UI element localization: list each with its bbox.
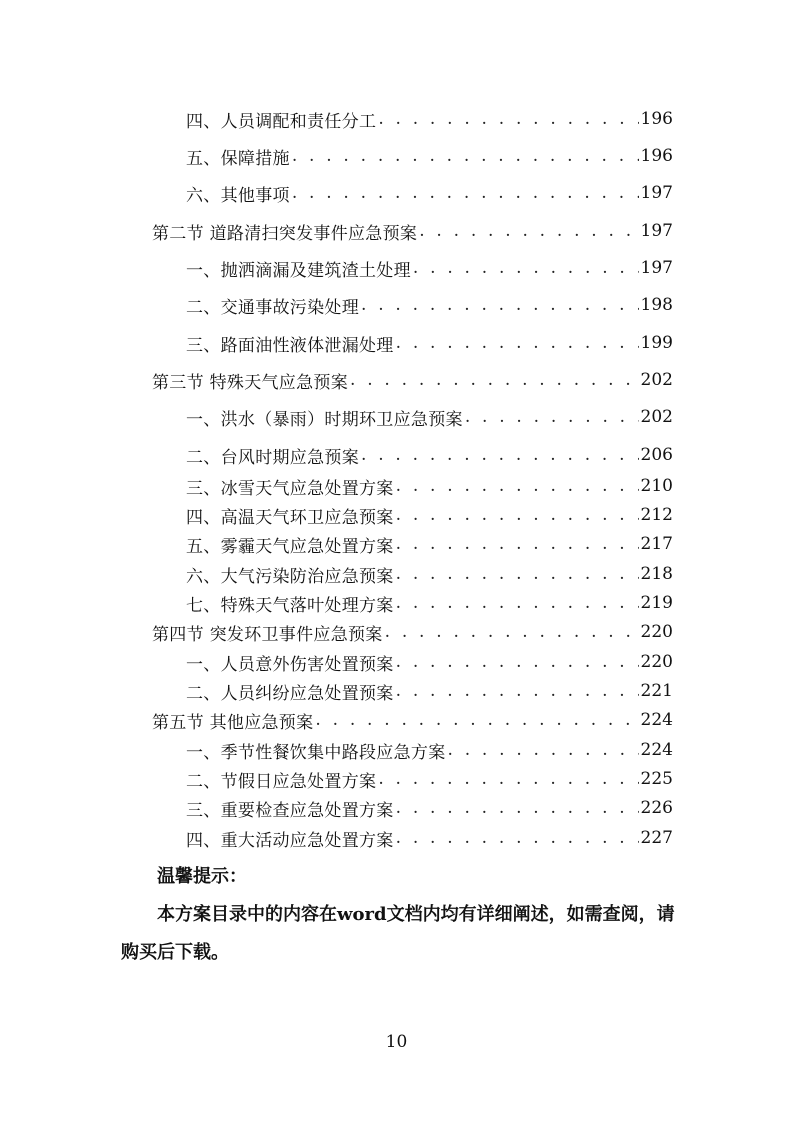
toc-entry[interactable] — [186, 561, 673, 587]
toc-entry-title: 七、特殊天气落叶处理方案 — [186, 595, 394, 616]
toc-entry[interactable] — [186, 590, 673, 616]
toc-dot-leader — [465, 407, 639, 427]
toc-entry-title: 第三节 特殊天气应急预案 — [152, 372, 349, 393]
toc-entry-title: 第二节 道路清扫突发事件应急预案 — [152, 223, 418, 244]
toc-entry[interactable] — [186, 255, 673, 281]
toc-entry-title: 三、冰雪天气应急处置方案 — [186, 478, 394, 499]
toc-entry-page: 227 — [640, 828, 673, 848]
toc-dot-leader — [292, 146, 639, 166]
toc-entry-page: 226 — [640, 798, 673, 818]
toc-entry-page: 220 — [640, 622, 673, 642]
toc-entry[interactable] — [186, 442, 673, 468]
toc-dot-leader — [292, 183, 639, 203]
toc-entry-title: 五、保障措施 — [186, 148, 290, 169]
toc-dot-leader — [419, 221, 638, 241]
toc-dot-leader — [396, 652, 639, 672]
toc-entry-title: 六、大气污染防治应急预案 — [186, 566, 394, 587]
note-title: 温馨提示： — [157, 866, 247, 887]
toc-entry-page: 221 — [640, 681, 673, 701]
toc-entry[interactable] — [186, 180, 673, 206]
toc-dot-leader — [396, 564, 639, 584]
toc-entry-page: 199 — [640, 333, 673, 353]
toc-entry-title: 五、雾霾天气应急处置方案 — [186, 536, 394, 557]
toc-entry-title: 第五节 其他应急预案 — [152, 712, 314, 733]
toc-dot-leader — [350, 370, 639, 390]
toc-entry[interactable] — [186, 678, 673, 704]
toc-dot-leader — [361, 295, 639, 315]
toc-entry-title: 二、台风时期应急预案 — [186, 447, 359, 468]
toc-entry-title: 四、重大活动应急处置方案 — [186, 830, 394, 851]
toc-dot-leader — [396, 534, 639, 554]
toc-entry-page: 217 — [640, 534, 673, 554]
toc-entry-title: 二、人员纠纷应急处置预案 — [186, 683, 394, 704]
toc-dot-leader — [396, 476, 639, 496]
toc-dot-leader — [378, 109, 638, 129]
toc-entry[interactable] — [186, 404, 673, 430]
toc-entry-title: 四、人员调配和责任分工 — [186, 111, 377, 132]
toc-entry[interactable] — [186, 766, 673, 792]
note-body: 本方案目录中的内容在word文档内均有详细阐述，如需查阅，请购买后下载。 — [121, 904, 675, 963]
toc-entry-page: 224 — [640, 710, 673, 730]
toc-entry[interactable] — [186, 825, 673, 851]
toc-entry[interactable] — [186, 292, 673, 318]
toc-entry[interactable] — [186, 473, 673, 499]
toc-entry-title: 第四节 突发环卫事件应急预案 — [152, 624, 383, 645]
toc-entry-page: 206 — [640, 445, 673, 465]
toc-dot-leader — [378, 769, 638, 789]
toc-entry[interactable] — [186, 737, 673, 763]
toc-entry[interactable] — [186, 143, 673, 169]
toc-dot-leader — [448, 740, 639, 760]
toc-entry-title: 三、路面油性液体泄漏处理 — [186, 335, 394, 356]
toc-entry[interactable] — [152, 218, 673, 244]
toc-entry-page: 196 — [640, 146, 673, 166]
toc-dot-leader — [361, 445, 639, 465]
toc-dot-leader — [396, 798, 639, 818]
toc-entry[interactable] — [186, 502, 673, 528]
toc-dot-leader — [396, 681, 639, 701]
toc-dot-leader — [396, 333, 639, 353]
toc-entry-title: 一、洪水（暴雨）时期环卫应急预案 — [186, 409, 463, 430]
toc-dot-leader — [315, 710, 638, 730]
toc-dot-leader — [396, 505, 639, 525]
toc-entry[interactable] — [186, 795, 673, 821]
toc-entry-page: 224 — [640, 740, 673, 760]
toc-entry-page: 212 — [640, 505, 673, 525]
toc-entry-title: 一、人员意外伤害处置预案 — [186, 654, 394, 675]
toc-entry-page: 219 — [640, 593, 673, 613]
toc-entry-title: 六、其他事项 — [186, 185, 290, 206]
toc-entry[interactable] — [152, 619, 673, 645]
toc-dot-leader — [385, 622, 639, 642]
toc-entry-page: 218 — [640, 564, 673, 584]
toc-entry[interactable] — [186, 531, 673, 557]
toc-entry-page: 202 — [640, 370, 673, 390]
page-number: 10 — [385, 1032, 408, 1052]
toc-entry-title: 一、季节性餐饮集中路段应急方案 — [186, 742, 446, 763]
toc-dot-leader — [396, 828, 639, 848]
toc-entry-page: 225 — [640, 769, 673, 789]
toc-entry-page: 197 — [640, 258, 673, 278]
toc-dot-leader — [413, 258, 639, 278]
toc-entry-title: 四、高温天气环卫应急预案 — [186, 507, 394, 528]
toc-entry[interactable] — [186, 649, 673, 675]
toc-entry-title: 二、节假日应急处置方案 — [186, 771, 377, 792]
toc-dot-leader — [396, 593, 639, 613]
toc-entry-page: 197 — [640, 183, 673, 203]
toc-entry-page: 196 — [640, 109, 673, 129]
toc-entry-page: 220 — [640, 652, 673, 672]
toc-entry-title: 三、重要检查应急处置方案 — [186, 800, 394, 821]
toc-entry-page: 198 — [640, 295, 673, 315]
toc-entry[interactable] — [186, 330, 673, 356]
toc-entry[interactable] — [186, 106, 673, 132]
toc-entry[interactable] — [152, 367, 673, 393]
toc-entry-page: 210 — [640, 476, 673, 496]
toc-entry-page: 202 — [640, 407, 673, 427]
toc-entry-title: 二、交通事故污染处理 — [186, 297, 359, 318]
toc-entry-page: 197 — [640, 221, 673, 241]
toc-entry-title: 一、抛洒滴漏及建筑渣土处理 — [186, 260, 411, 281]
toc-entry[interactable] — [152, 707, 673, 733]
